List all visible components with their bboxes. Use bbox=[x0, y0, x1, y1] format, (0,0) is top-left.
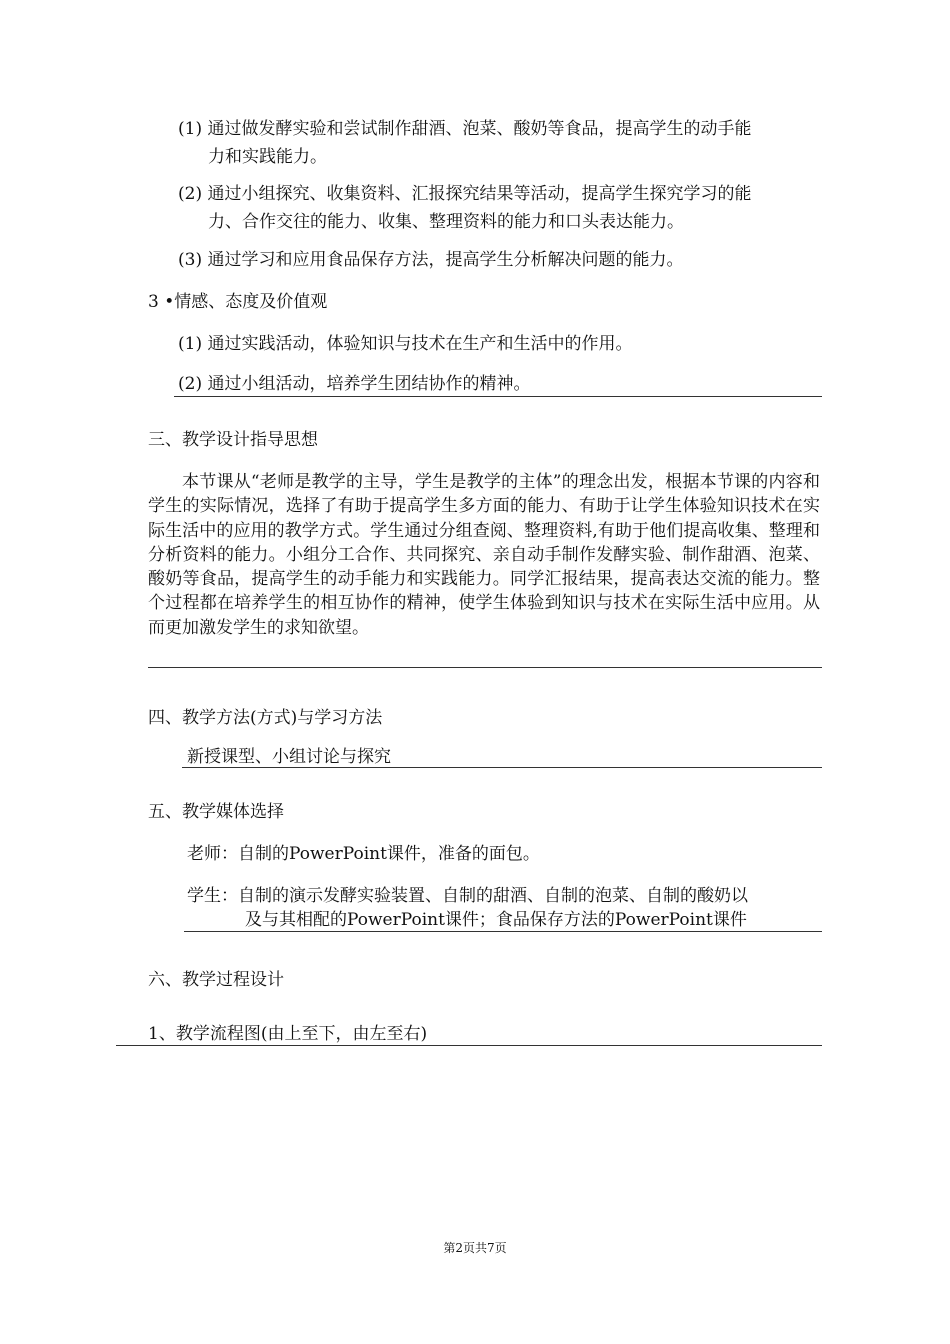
divider-rule bbox=[148, 667, 822, 668]
media-teacher-text: 老师：自制的PowerPoint课件，准备的面包。 bbox=[187, 844, 540, 864]
divider-rule bbox=[184, 931, 822, 932]
section-heading-teaching-method: 四、教学方法(方式)与学习方法 bbox=[148, 708, 383, 728]
emotion-item-1: (1) 通过实践活动，体验知识与技术在生产和生活中的作用。 bbox=[178, 334, 633, 354]
section-heading-process: 六、教学过程设计 bbox=[148, 970, 284, 990]
divider-rule bbox=[174, 396, 822, 397]
section-heading-design-philosophy: 三、教学设计指导思想 bbox=[148, 430, 318, 450]
media-student-line-2: 及与其相配的PowerPoint课件；食品保存方法的PowerPoint课件 bbox=[245, 910, 747, 930]
emotion-item-2: (2) 通过小组活动，培养学生团结协作的精神。 bbox=[178, 374, 531, 394]
ability-item-1-line-2: 力和实践能力。 bbox=[208, 147, 327, 167]
process-flowchart-subheading: 1、教学流程图(由上至下，由左至右) bbox=[148, 1024, 428, 1044]
ability-item-2-line-2: 力、合作交往的能力、收集、整理资料的能力和口头表达能力。 bbox=[208, 212, 684, 232]
page-number: 第2页共7页 bbox=[443, 1241, 507, 1255]
ability-item-3: (3) 通过学习和应用食品保存方法，提高学生分析解决问题的能力。 bbox=[178, 250, 684, 270]
section-heading-media: 五、教学媒体选择 bbox=[148, 802, 284, 822]
media-student-line-1: 学生：自制的演示发酵实验装置、自制的甜酒、自制的泡菜、自制的酸奶以 bbox=[187, 886, 748, 906]
ability-item-1-line-1: (1) 通过做发酵实验和尝试制作甜酒、泡菜、酸奶等食品，提高学生的动手能 bbox=[178, 119, 752, 139]
divider-rule bbox=[116, 1045, 822, 1046]
emotion-heading: 3 •情感、态度及价值观 bbox=[148, 292, 328, 312]
divider-rule bbox=[182, 767, 822, 768]
ability-item-2-line-1: (2) 通过小组探究、收集资料、汇报探究结果等活动，提高学生探究学习的能 bbox=[178, 184, 752, 204]
design-philosophy-paragraph: 本节课从“老师是教学的主导，学生是教学的主体”的理念出发，根据本节课的内容和学生的实际情况，选择了有助于提高学生多方面的能力、有助于让学生体验知识技术在实际生活中的应用的教学方式。学生通过分组查阅、整理资料,有助于他们提高收集、整理和分析资料的能力。小组分工合作、共同探究、亲自动手制作发酵实验、制作甜酒、泡菜、酸奶等食品，提高学生的动手能力和实践能力。同学汇报结果，提高表达交流的能力。整个过程都在培养学生的相互协作的精神，使学生体验到知识与技术在实际生活中应用。从而更加激发学生的求知欲望。 bbox=[148, 472, 820, 638]
teaching-method-text: 新授课型、小组讨论与探究 bbox=[187, 747, 391, 767]
